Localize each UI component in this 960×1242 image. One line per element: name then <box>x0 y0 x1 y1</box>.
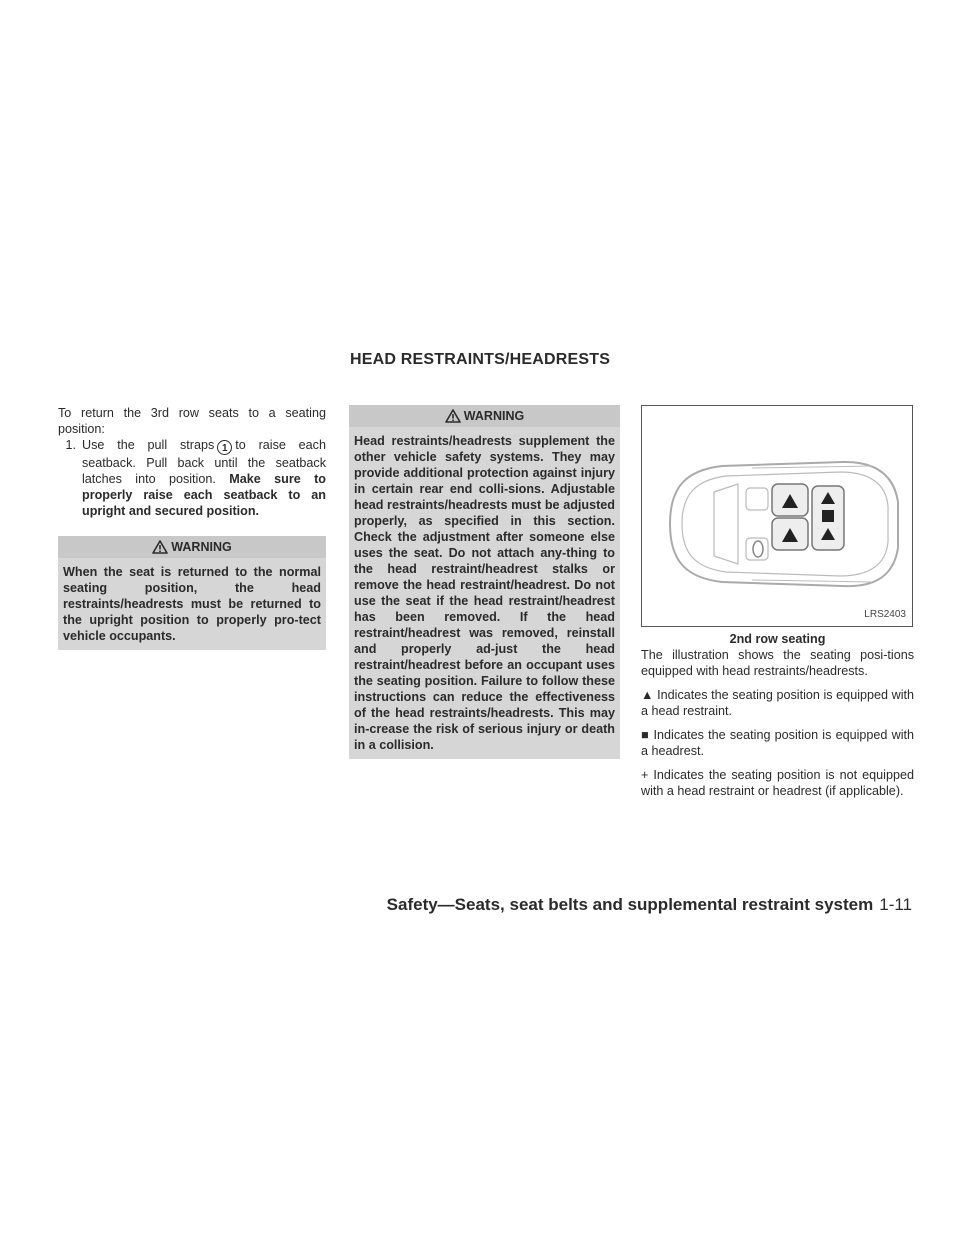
step-body <box>82 437 326 519</box>
para-headrest <box>641 727 914 759</box>
warning-title: WARNING <box>463 409 525 423</box>
page-number: 1-11 <box>879 895 912 914</box>
para-illustration: The illustration shows the seating posi-tions equipped with head restraints/headrests. <box>641 648 914 678</box>
para-head-restraint <box>641 687 914 719</box>
step-1 <box>58 437 326 519</box>
warning-triangle-icon <box>445 409 461 423</box>
step-text-before: Use the pull straps <box>82 438 215 452</box>
step-number: 1. <box>65 438 76 452</box>
warning-header <box>349 405 620 427</box>
warning-box-2 <box>349 405 620 759</box>
page-footer <box>387 895 912 915</box>
step-text-after: to raise each seatback. Pull back until the seatback latches into position. <box>82 438 326 486</box>
figure-code: LRS2403 <box>864 609 906 620</box>
para-not-equipped: + Indicates the seating position is not equipped with a head restraint or headrest (if applicable). <box>641 768 914 798</box>
para-headrest-text: Indicates the seating position is equipped with a headrest. <box>641 728 915 758</box>
seating-illustration <box>641 405 913 627</box>
figure-caption: 2nd row seating <box>729 632 826 646</box>
intro-text: To return the 3rd row seats to a seating position: <box>58 406 326 436</box>
square-icon: ■ <box>641 728 650 742</box>
warning-title: WARNING <box>171 540 232 554</box>
vehicle-top-view-illustration <box>642 406 912 626</box>
warning-body: When the seat is returned to the normal seating position, the head restraints/headrests must be returned to the upright position to properly pro-tect vehicle occupants. <box>63 565 321 643</box>
section-title: HEAD RESTRAINTS/HEADRESTS <box>350 351 611 368</box>
warning-body: Head restraints/headrests supplement the other vehicle safety systems. They may provide additional protection against injury in certain rear end colli-sions. Adjustable head restraints/headrests must be adjusted properly, as specified in this section. Check the adjustment after someone else uses the seat. Do not attach any-thing to the head restraint/headrest stalks or remove the head restraint/headrest. Do not use the seat if the head restraint/headrest has been removed. If the head restraint/headrest was removed, reinstall and properly ad-just the head restraint/headrest before an occupant uses the seating position. Failure to follow these instructions can reduce the effectiveness of the head restraints/headrests. This may in-crease the risk of serious injury or death in a collision. <box>354 434 615 752</box>
callout-1-icon: 1 <box>217 440 232 455</box>
column-2 <box>349 405 620 759</box>
warning-header <box>58 536 326 558</box>
warning-box-1 <box>58 536 326 650</box>
para-head-restraint-text: Indicates the seating position is equipped with a head restraint. <box>641 688 914 718</box>
warning-triangle-icon <box>152 540 168 554</box>
column-1 <box>58 405 326 650</box>
triangle-icon: ▲ <box>641 688 654 702</box>
step-bold-text: Make sure to properly raise each seatback to an upright and secured position. <box>82 472 326 518</box>
column-3 <box>641 405 914 799</box>
footer-title: Safety—Seats, seat belts and supplemental restraint system <box>386 895 874 914</box>
